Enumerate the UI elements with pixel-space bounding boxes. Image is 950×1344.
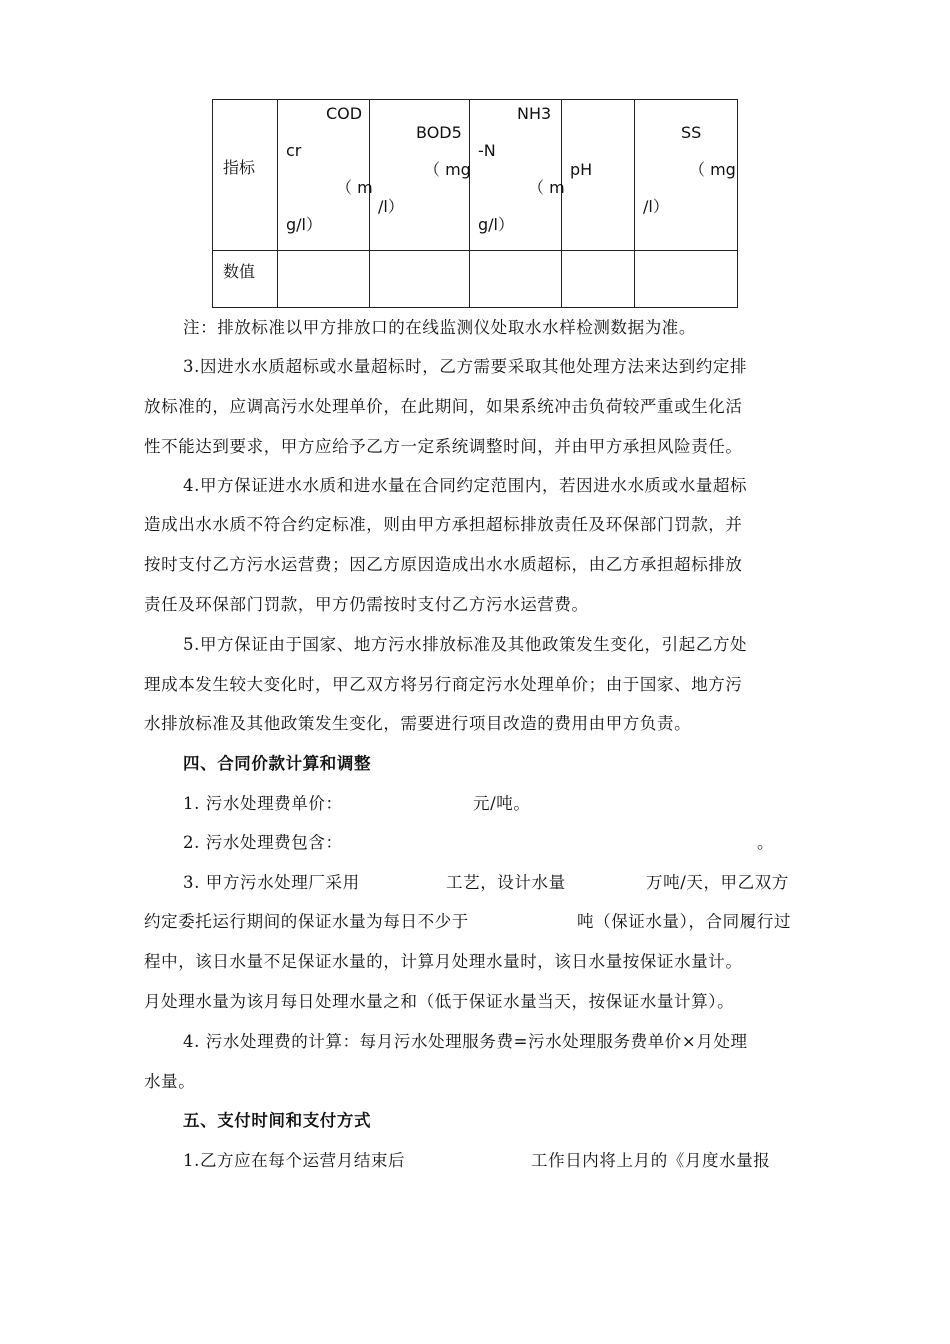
- clause-3-line: 3.因进水水质超标或水量超标时，乙方需要采取其他处理方法来达到约定排: [183, 357, 748, 376]
- table-cell: [562, 251, 635, 308]
- table-header-row: [213, 100, 738, 251]
- column-header: SS: [681, 123, 702, 142]
- clause-5-line: 5.甲方保证由于国家、地方污水排放标准及其他政策发生变化，引起乙方处: [183, 635, 748, 654]
- s4-item3-line2b: 吨（保证水量），合同履行过: [577, 912, 792, 931]
- s4-item3-line3: 程中，该日水量不足保证水量的，计算月处理水量时，该日水量按保证水量计。: [144, 952, 743, 971]
- clause-4-line: 按时支付乙方污水运营费；因乙方原因造成出水水质超标，由乙方承担超标排放: [144, 555, 743, 574]
- row-value-label: 数值: [223, 262, 256, 281]
- s4-item3-line4: 月处理水量为该月每日处理水量之和（低于保证水量当天，按保证水量计算）。: [144, 992, 735, 1011]
- table-cell: [278, 251, 370, 308]
- column-header: g/l）: [478, 215, 514, 234]
- s4-item4-line: 4. 污水处理费的计算：每月污水处理服务费=污水处理服务费单价×月处理: [183, 1032, 748, 1051]
- table-cell: [635, 100, 738, 251]
- table-cell: [213, 251, 278, 308]
- clause-4-line: 责任及环保部门罚款，甲方仍需按时支付乙方污水运营费。: [144, 595, 589, 614]
- column-header: （ mg: [689, 160, 736, 179]
- note-text: 注：排放标准以甲方排放口的在线监测仪处取水水样检测数据为准。: [183, 318, 696, 337]
- clause-5-line: 水排放标准及其他政策发生变化，需要进行项目改造的费用由甲方负责。: [144, 714, 692, 733]
- s4-item1-unit: 元/吨。: [473, 794, 531, 813]
- column-header: BOD5: [416, 123, 462, 142]
- section-4-title: 四、合同价款计算和调整: [183, 754, 372, 773]
- table-cell: [213, 100, 278, 251]
- s4-item3-a: 3. 甲方污水处理厂采用: [183, 873, 360, 892]
- clause-4-line: 4.甲方保证进水水质和进水量在合同约定范围内，若因进水水质或水量超标: [183, 476, 748, 495]
- table-value-row: [213, 251, 738, 308]
- column-header: （ m: [528, 178, 565, 197]
- column-header: -N: [478, 141, 496, 160]
- s4-item3-line2a: 约定委托运行期间的保证水量为每日不少于: [144, 912, 469, 931]
- table-cell: [278, 100, 373, 251]
- s4-item3-c: 万吨/天，甲乙双方: [646, 873, 789, 892]
- s5-item1-a: 1.乙方应在每个运营月结束后: [183, 1151, 406, 1170]
- column-header: g/l）: [286, 215, 322, 234]
- s5-item1-b: 工作日内将上月的《月度水量报: [531, 1151, 771, 1170]
- s4-item2-label: 2. 污水处理费包含：: [183, 833, 343, 852]
- clause-5-line: 理成本发生较大变化时，甲乙双方将另行商定污水处理单价；由于国家、地方污: [144, 675, 743, 694]
- table-cell: [470, 251, 562, 308]
- column-header: cr: [286, 141, 302, 160]
- clause-4-line: 造成出水水质不符合约定标准，则由甲方承担超标排放责任及环保部门罚款，并: [144, 515, 743, 534]
- s4-item2-end: 。: [757, 833, 775, 852]
- section-5-title: 五、支付时间和支付方式: [183, 1111, 372, 1130]
- column-header: （ m: [336, 178, 373, 197]
- table-cell: [470, 100, 565, 251]
- water-quality-table: [212, 99, 738, 308]
- s4-item3-b: 工艺，设计水量: [446, 873, 566, 892]
- column-header: pH: [570, 160, 593, 179]
- column-header: /l）: [643, 197, 669, 216]
- s4-item1-label: 1. 污水处理费单价：: [183, 794, 343, 813]
- column-header: （ mg: [424, 160, 471, 179]
- table-cell: [635, 251, 738, 308]
- row-header-label: 指标: [223, 158, 256, 177]
- column-header: COD: [326, 104, 363, 123]
- table-cell: [370, 251, 470, 308]
- clause-3-line: 性不能达到要求，甲方应给予乙方一定系统调整时间，并由甲方承担风险责任。: [144, 437, 743, 456]
- s4-item4-line: 水量。: [144, 1072, 196, 1091]
- table-cell: [562, 100, 635, 251]
- column-header: NH3: [517, 104, 552, 123]
- clause-3-line: 放标准的，应调高污水处理单价，在此期间，如果系统冲击负荷较严重或生化活: [144, 397, 743, 416]
- column-header: /l）: [378, 197, 404, 216]
- table-cell: [370, 100, 470, 251]
